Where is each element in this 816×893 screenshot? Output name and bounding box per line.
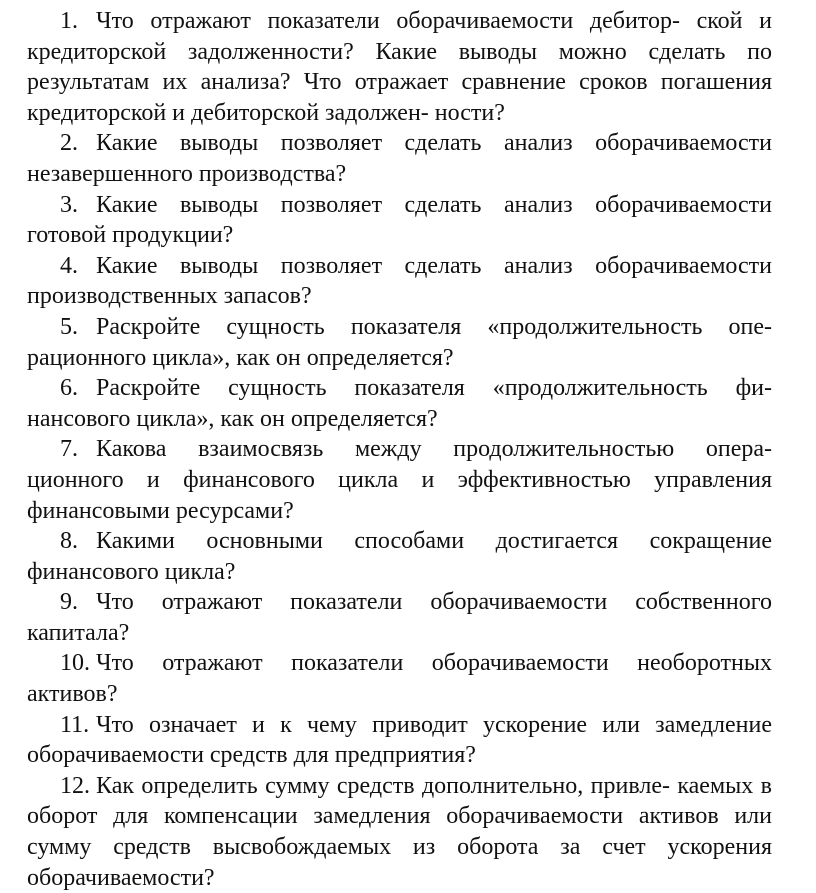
question-number: 12.	[60, 772, 90, 799]
question-item	[27, 648, 772, 709]
question-text: Раскройте сущность показателя «продолжительность фи- нансового цикла», как он определяется?	[27, 375, 772, 432]
question-number: 1.	[60, 8, 78, 34]
question-number: 7.	[60, 436, 78, 463]
question-item	[27, 710, 772, 771]
question-text: Что отражают показатели оборачиваемости собственного капитала?	[27, 589, 772, 646]
question-number: 8.	[60, 528, 78, 555]
question-item	[27, 434, 772, 526]
question-number: 3.	[60, 191, 78, 218]
question-item	[27, 6, 772, 128]
question-item	[27, 526, 772, 587]
question-item	[27, 251, 772, 312]
question-number: 5.	[60, 313, 78, 340]
question-item	[27, 373, 772, 434]
question-item	[27, 312, 772, 373]
question-item	[27, 128, 772, 189]
question-item	[27, 190, 772, 251]
question-item	[27, 771, 772, 893]
question-number: 6.	[60, 375, 78, 402]
question-text: Какова взаимосвязь между продолжительностью опера- ционного и финансового цикла и эффективностью управления финансовыми ресурсами?	[27, 436, 772, 524]
question-text: Что означает и к чему приводит ускорение или замедление оборачиваемости средств для предприятия?	[27, 711, 772, 769]
question-text: Раскройте сущность показателя «продолжительность опе- рационного цикла», как он определяется?	[27, 313, 772, 371]
question-text: Что отражают показатели оборачиваемости необоротных активов?	[27, 650, 772, 708]
question-number: 4.	[60, 252, 78, 279]
question-text: Какие выводы позволяет сделать анализ оборачиваемости готовой продукции?	[27, 191, 772, 249]
question-number: 9.	[60, 589, 78, 616]
question-number: 11.	[60, 711, 90, 738]
question-text: Какие выводы позволяет сделать анализ оборачиваемости производственных запасов?	[27, 252, 772, 310]
question-item	[27, 587, 772, 648]
question-text: Какие выводы позволяет сделать анализ оборачиваемости незавершенного производства?	[27, 130, 772, 187]
question-text: Как определить сумму средств дополнительно, привле- каемых в оборот для компенсации замедления оборачиваемости активов или сумму средств высвобождаемых из оборота за счет ускорения оборачиваемости?	[27, 772, 772, 891]
question-text: Какими основными способами достигается сокращение финансового цикла?	[27, 528, 772, 585]
question-number: 2.	[60, 130, 78, 157]
question-number: 10.	[60, 650, 90, 677]
question-text: Что отражают показатели оборачиваемости дебитор- ской и кредиторской задолженности? Какие выводы можно сделать по результатам их анализа? Что отражает сравнение сроков погашения кредиторской и дебиторской задолжен- ности?	[27, 8, 772, 126]
